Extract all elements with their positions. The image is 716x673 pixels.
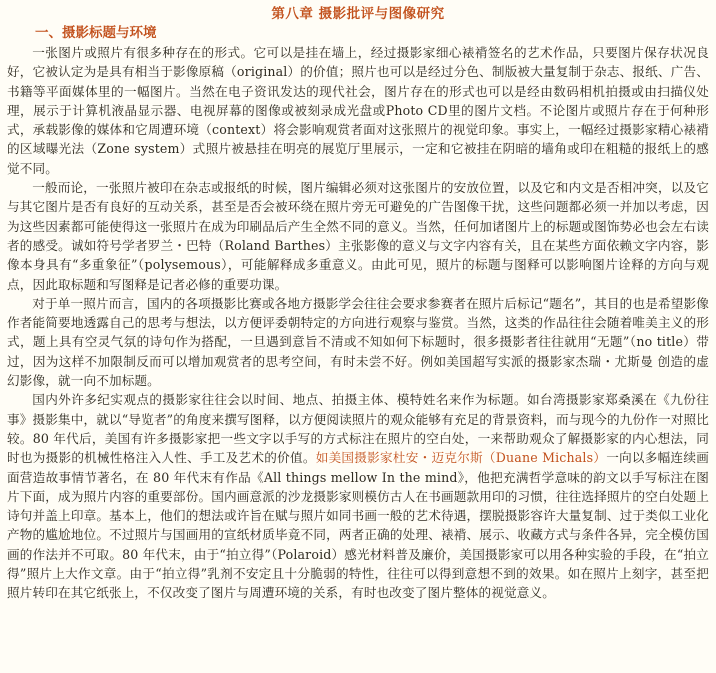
paragraph-1: 一张图片或照片有很多种存在的形式。它可以是挂在墙上，经过摄影家细心裱褙签名的艺术作品，只要图片保存状况良好，它被认定为是具有相当于影像原稿（original）的价值；照片也可以是经过分色、制版被大量复制于杂志、报纸、广告、书籍等平面媒体里的一幅图片。当然在电子资讯发达的现代社会，图片存在的形式也可以是经由数码相机拍摄或由扫描仪处理，展示于计算机液晶显示器、电视屏幕的图像或被刻录成光盘或Photo CD里的图片文档。不论图片或照片存在于何种形式，承载影像的媒体和它周遭环境（context）将会影响观赏者面对这张照片的视觉印象。事实上，一幅经过摄影家精心裱褙的区域曝光法（Zone system）式照片被悬挂在明亮的展览厅里展示，一定和它被挂在阴暗的墙角或印在粗糙的报纸上的感觉不同。 xyxy=(7,45,709,176)
paragraph-4-text-after: 一向以多幅连续画面营造故事情节著名，在 80 年代末有作品《All things mellow In the mind》，他把充满哲学意味的韵文以手写标注在图片下面，成为照片内容的重要部份。国内画意派的沙龙摄影家则模仿古人在书画题款用印的习惯，往往选择照片的空白处题上诗句并盖上印章。基本上，他们的想法或许旨在赋与照片如同书画一般的艺术待遇，摆脱摄影容许大量复制、过于类似工业化产物的尴尬地位。不过照片与国画用的宣纸材质毕竟不同，两者正确的处理、裱褙、展示、收藏方式与条件各异，完全模仿国画的作法并不可取。80 年代末，由于“拍立得”（Polaroid）感光材料普及廉价，美国摄影家可以用各种实验的手段，在“拍立得”照片上大作文章。由于“拍立得”乳剂不安定且十分脆弱的特性，往往可以得到意想不到的效果。如在照片上刻字，甚至把照片转印在其它纸张上，不仅改变了图片与周遭环境的关系，有时也改变了图片整体的视觉意义。 xyxy=(7,450,709,601)
paragraph-4-text-before: 国内外许多纪实观点的摄影家往往会以时间、地点、拍摄主体、模特姓名来作为标题。如台湾摄影家郑桑溪在《九份往事》摄影集中，就以“导览者”的角度来撰写图释，以方便阅读照片的观众能够有充足的背景资料，而与现今的九份作一对照比较。80 年代后，美国有许多摄影家把一些文字以手写的方式标注在照片的空白处，一来帮助观众了解摄影家的内心想法，同时也为摄影的机械性格注入人性、手工及艺术的价值。 xyxy=(7,392,709,466)
section-title: 一、摄影标题与环境 xyxy=(35,25,157,41)
paragraph-3: 对于单一照片而言，国内的各项摄影比赛或各地方摄影学会往往会要求参赛者在照片后标记“题名”，其目的也是希望影像作者能简要地透露自己的思考与想法，以方便评委朝特定的方向进行观察与鉴赏。当然，这类的作品往往会随着唯美主义的形式，题上具有空灵气氛的诗句作为搭配，一旦遇到意旨不清或不知如何下标题时，很多摄影者往往就用“无题”（no title）带过，因为这样不加限制反而可以增加观赏者的思考空间，有时未尝不好。例如美国超写实派的摄影家杰瑞・尤斯曼 创造的虚幻影像，就一向不加标题。 xyxy=(7,295,709,389)
paragraph-2: 一般而论，一张照片被印在杂志或报纸的时候，图片编辑必须对这张图片的安放位置，以及它和内文是否相冲突，以及它与其它图片是否有良好的互动关系，甚至是否会被环绕在照片旁无可避免的广告图像干扰，这些问题都必须一并加以考虑，因为这些因素都可能使得这一张照片在成为印刷品后产生全然不同的意义。当然，任何加诸图片上的标题或图饰势必也会左右读者的感受。诚如符号学者罗兰・巴特（Roland Barthes）主张影像的意义与文字内容有关，且在某些方面依赖文字内容，影像本身具有“多重象征”（polysemous），可能解释成多重意义。由此可见，照片的标题与图释可以影响图片诠释的方向与观点，因此取标题和写图释是记者必修的重要功课。 xyxy=(7,180,709,292)
paragraph-4 xyxy=(7,390,709,602)
highlighted-link-text[interactable]: 如美国摄影家杜安・迈克尔斯（Duane Michals） xyxy=(315,450,607,466)
chapter-title: 第八章 摄影批评与图像研究 xyxy=(271,6,445,22)
